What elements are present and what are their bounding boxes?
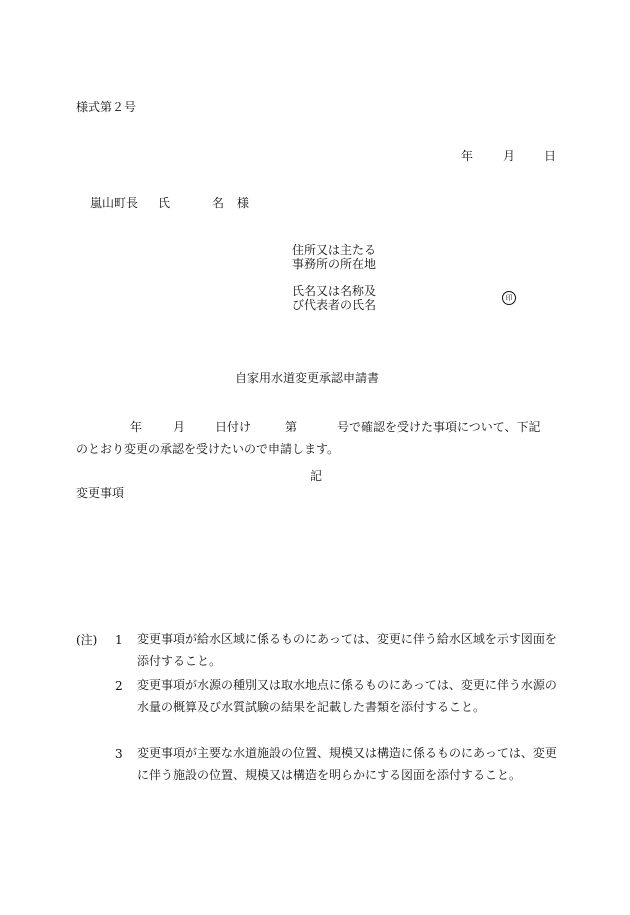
ki-marker: 記 — [310, 469, 323, 483]
addressee-honorific: 様 — [237, 196, 250, 210]
name-label-line2: び代表者の氏名 — [292, 298, 377, 312]
body-year: 年 — [130, 420, 143, 434]
addressee-title: 嵐山町長 — [90, 196, 139, 210]
note-number-3: 3 — [115, 747, 123, 761]
name-label-line1: 氏名又は名称及 — [292, 284, 377, 298]
document-title: 自家用水道変更承認申請書 — [235, 371, 380, 385]
body-month: 月 — [173, 420, 186, 434]
date-year: 年 — [461, 149, 474, 163]
body-dated: 日付け — [215, 420, 252, 434]
address-label-line1: 住所又は主たる — [292, 243, 377, 257]
body-line2: のとおり変更の承認を受けたいので申請します。 — [76, 442, 340, 456]
addressee-name-2: 名 — [212, 196, 225, 210]
notes-heading: (注) — [76, 633, 98, 647]
addressee-name-1: 氏 — [158, 196, 171, 210]
note-number-2: 2 — [115, 679, 123, 693]
date-day: 日 — [544, 149, 557, 163]
body-number-prefix: 第 — [285, 420, 298, 434]
form-number: 様式第２号 — [76, 100, 137, 114]
note-number-1: 1 — [115, 633, 123, 647]
note-text-3: 変更事項が主要な水道施設の位置、規模又は構造に係るものにあっては、変更に伴う施設の位置、規模又は構造を明らかにする図面を添付すること。 — [137, 746, 557, 782]
change-items-label: 変更事項 — [76, 486, 125, 500]
address-label-line2: 事務所の所在地 — [292, 257, 377, 271]
note-text-1: 変更事項が給水区域に係るものにあっては、変更に伴う給水区域を示す図面を添付すること。 — [137, 632, 557, 668]
note-text-2: 変更事項が水源の種別又は取水地点に係るものにあっては、変更に伴う水源の水量の概算及び水質試験の結果を記載した書類を添付すること。 — [137, 678, 557, 714]
body-line1-rest: 号で確認を受けた事項について、下記 — [337, 420, 541, 434]
date-month: 月 — [503, 149, 516, 163]
seal-mark: 印 — [502, 291, 516, 305]
